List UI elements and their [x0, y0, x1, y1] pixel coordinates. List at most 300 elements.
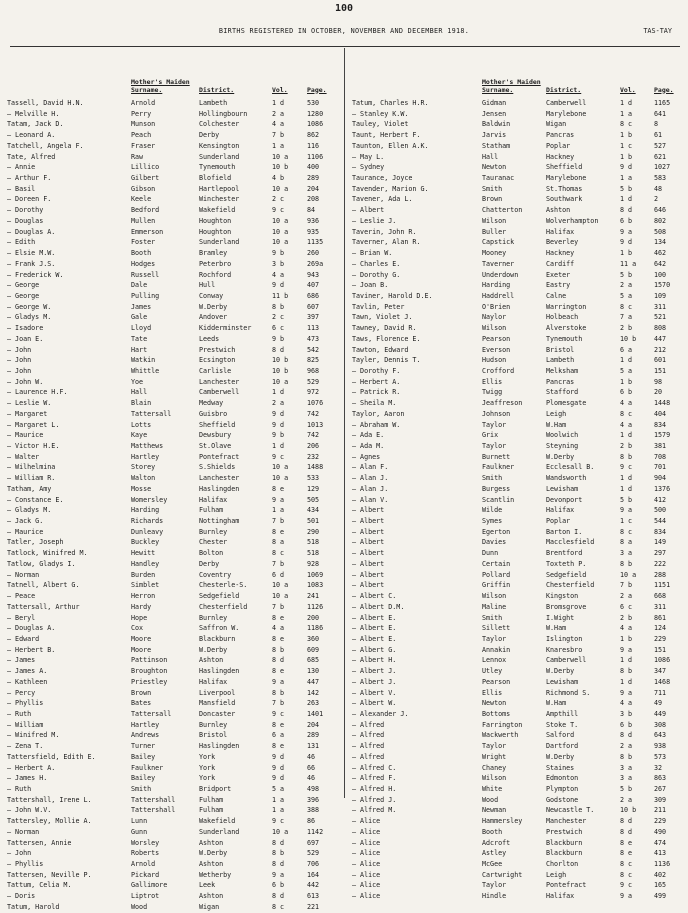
entry-vol: 8 e [272, 667, 285, 676]
entry-page: 289 [307, 174, 320, 183]
entry-page: 221 [307, 902, 320, 911]
entry-vol: 5 a [272, 785, 285, 793]
entry-page: 742 [307, 431, 320, 440]
entry-page: 935 [307, 227, 320, 236]
entry-maiden-surname: Gilbert [131, 174, 160, 183]
entry-district: Hackney [546, 249, 575, 258]
entry-maiden-surname: Faulkner [482, 463, 515, 472]
entry-maiden-surname: Crofford [482, 366, 515, 375]
entry-name: Tawton, Edward [352, 345, 409, 354]
entry-row [4, 548, 340, 559]
entry-name: — Zena T. [7, 742, 44, 751]
entry-row [4, 580, 340, 591]
entry-name: — John [7, 345, 32, 354]
entry-maiden-surname: Hindle [482, 892, 507, 901]
entry-row [350, 880, 686, 891]
entry-maiden-surname: Dale [131, 281, 148, 290]
entry-vol: 10 b [272, 356, 289, 365]
entry-district: Wakefield [199, 817, 236, 826]
entry-page: 529 [307, 849, 320, 858]
entry-maiden-surname: Smith [482, 474, 503, 483]
entry-district: St.Olave [199, 442, 232, 450]
entry-maiden-surname: Scantlin [482, 495, 515, 504]
entry-maiden-surname: Smith [482, 184, 503, 193]
entry-row [350, 152, 686, 163]
entry-page: 200 [307, 613, 320, 622]
entry-row [4, 666, 340, 677]
entry-district: W.Derby [199, 849, 228, 858]
entry-vol: 8 b [272, 645, 285, 654]
entry-name: — Frederick W. [7, 270, 64, 279]
entry-maiden-surname: Hall [131, 388, 148, 397]
entry-row [350, 548, 686, 559]
entry-district: Halifax [199, 495, 228, 504]
entry-name: — Albert [352, 527, 385, 536]
entry-name: Tatham, Amy [7, 484, 52, 493]
entry-district: Chesterfield [199, 602, 248, 611]
entry-vol: 9 c [272, 206, 285, 215]
entry-name: — Albert D.M. [352, 602, 405, 611]
entry-name: Tattersfield, Edith E. [7, 752, 96, 761]
entry-district: Pontefract [546, 881, 587, 890]
entry-name: — Alice [352, 817, 381, 826]
entry-vol: 10 a [272, 184, 289, 193]
entry-row [4, 280, 340, 291]
entry-district: Chesterle-S. [199, 581, 248, 590]
entry-row [350, 795, 686, 806]
entry-maiden-surname: Everson [482, 345, 511, 354]
entry-name: — Annie [7, 163, 36, 172]
entry-row [350, 452, 686, 463]
entry-name: — James H. [7, 774, 48, 783]
entry-maiden-surname: Brown [131, 688, 152, 697]
entry-vol: 3 a [620, 549, 633, 558]
entry-district: Blackburn [199, 634, 236, 643]
entry-vol: 4 a [620, 624, 633, 633]
entry-row [4, 98, 340, 109]
entry-district: Chesterfield [546, 581, 595, 590]
entry-row [350, 570, 686, 581]
entry-district: Toxteth P. [546, 559, 587, 568]
entry-name: — Albert C. [352, 592, 397, 601]
entry-page: 151 [654, 366, 667, 375]
entry-vol: 10 a [272, 216, 289, 225]
entry-page: 134 [654, 238, 667, 247]
entry-maiden-surname: White [482, 785, 503, 793]
entry-maiden-surname: Taylor [482, 881, 507, 890]
entry-row [4, 763, 340, 774]
entry-row [350, 216, 686, 227]
entry-name: — Agnes [352, 452, 381, 461]
entry-name: — Alan J. [352, 474, 389, 483]
entry-page: 165 [654, 881, 667, 890]
entry-page: 309 [654, 795, 667, 804]
entry-vol: 10 b [272, 163, 289, 172]
entry-row [350, 688, 686, 699]
entry-row [350, 409, 686, 420]
entry-name: — Doreen F. [7, 195, 52, 204]
entry-vol: 9 c [272, 452, 285, 461]
entry-name: — Albert W. [352, 699, 397, 708]
entry-maiden-surname: Pearson [482, 334, 511, 343]
entry-district: W.Derby [546, 752, 575, 761]
entry-vol: 1 d [620, 99, 633, 107]
entry-row [4, 591, 340, 602]
entry-maiden-surname: Andrews [131, 731, 160, 740]
entry-vol: 2 a [620, 742, 633, 751]
entry-maiden-surname: Harding [131, 506, 160, 515]
entry-district: Stoke T. [546, 720, 579, 729]
entry-row [350, 827, 686, 838]
entry-maiden-surname: Hart [131, 345, 148, 354]
entry-district: Carlisle [199, 366, 232, 375]
entry-vol: 10 b [620, 806, 637, 815]
entry-district: W.Ham [546, 624, 567, 633]
entry-vol: 9 a [272, 677, 285, 686]
entry-row [4, 452, 340, 463]
entry-name: — Alfred H. [352, 785, 397, 793]
entry-name: Taurance, Joyce [352, 174, 413, 183]
entry-row [4, 398, 340, 409]
entry-row [350, 237, 686, 248]
entry-name: — Alfred F. [352, 774, 397, 783]
entry-page: 1448 [654, 399, 671, 408]
entry-maiden-surname: Dunleavy [131, 527, 164, 536]
entry-maiden-surname: Broughton [131, 667, 168, 676]
entry-district: Chester [199, 538, 228, 547]
entry-name: — Victor H.E. [7, 442, 60, 450]
entry-name: — James A. [7, 667, 48, 676]
entry-page: 642 [654, 259, 667, 268]
entry-page: 802 [654, 216, 667, 225]
entry-name: — Albert [352, 506, 385, 515]
entry-page: 48 [654, 184, 663, 193]
entry-maiden-surname: Storey [131, 463, 156, 472]
entry-row [4, 152, 340, 163]
entry-name: — Edith [7, 238, 36, 247]
entry-page: 98 [654, 377, 663, 386]
entry-vol: 8 c [620, 870, 633, 879]
entry-district: Bromsgrove [546, 602, 587, 611]
entry-vol: 4 a [620, 399, 633, 408]
entry-district: Houghton [199, 227, 232, 236]
entry-vol: 8 d [620, 206, 633, 215]
entry-district: Plomesgate [546, 399, 587, 408]
entry-vol: 2 c [272, 195, 285, 204]
entry-maiden-surname: Lloyd [131, 324, 152, 333]
entry-row [350, 838, 686, 849]
entry-row [350, 334, 686, 345]
entry-vol: 8 e [272, 720, 285, 729]
entry-page: 508 [654, 227, 667, 236]
entry-district: Sunderland [199, 238, 240, 247]
entry-name: Taunt, Herbert F. [352, 131, 421, 140]
entry-district: Lewisham [546, 484, 579, 493]
entry-maiden-surname: Taylor [482, 634, 507, 643]
entry-maiden-surname: Hartley [131, 720, 160, 729]
entry-page: 46 [307, 774, 316, 783]
entry-page: 808 [654, 324, 667, 333]
entry-row [4, 162, 340, 173]
entry-vol: 8 b [620, 452, 633, 461]
entry-page: 972 [307, 388, 320, 397]
header-district: District. [199, 85, 235, 94]
entry-page: 711 [654, 688, 667, 697]
entry-row [350, 377, 686, 388]
entry-row [4, 366, 340, 377]
entry-page: 232 [307, 452, 320, 461]
entry-row [4, 859, 340, 870]
entry-page: 61 [654, 131, 663, 140]
entry-name: — Percy [7, 688, 36, 697]
entry-vol: 5 a [620, 291, 633, 300]
entry-vol: 8 b [620, 667, 633, 676]
entry-vol: 1 b [620, 131, 633, 140]
entry-name: — William R. [7, 474, 56, 483]
left-column-header [4, 52, 340, 98]
entry-page: 708 [654, 452, 667, 461]
entry-vol: 1 b [620, 249, 633, 258]
entry-maiden-surname: Cox [131, 624, 144, 633]
page-title: BIRTHS REGISTERED IN OCTOBER, NOVEMBER AND DECEMBER 1918. [218, 27, 470, 35]
entry-maiden-surname: Booth [482, 827, 503, 836]
entry-row [4, 173, 340, 184]
entry-name: — George W. [7, 302, 52, 311]
entry-district: W.Ham [546, 420, 567, 429]
entry-page: 861 [654, 613, 667, 622]
entry-page: 407 [307, 281, 320, 290]
entry-vol: 1 b [620, 634, 633, 643]
entry-name: — Albert [352, 549, 385, 558]
entry-page: 533 [307, 474, 320, 483]
entry-row [4, 741, 340, 752]
entry-vol: 2 c [272, 313, 285, 322]
entry-row [350, 720, 686, 731]
header-vol: Vol. [272, 85, 288, 94]
entry-vol: 6 b [620, 216, 633, 225]
entry-vol: 9 a [620, 645, 633, 654]
entry-vol: 10 a [272, 238, 289, 247]
entry-district: Mansfield [199, 699, 236, 708]
entry-maiden-surname: Perry [131, 109, 152, 118]
entry-row [350, 505, 686, 516]
entry-vol: 9 d [272, 774, 285, 783]
entry-page: 290 [307, 527, 320, 536]
entry-row [350, 366, 686, 377]
entry-row [4, 184, 340, 195]
entry-district: Saffron W. [199, 624, 240, 633]
entry-row [350, 173, 686, 184]
entry-row [4, 709, 340, 720]
entry-maiden-surname: Handley [131, 559, 160, 568]
entry-page: 862 [307, 131, 320, 140]
entry-maiden-surname: Simblet [131, 581, 160, 590]
right-column-header [350, 52, 686, 98]
entry-name: Taylor, Aaron [352, 409, 405, 418]
entry-maiden-surname: Pickard [131, 870, 160, 879]
entry-page: 521 [654, 313, 667, 322]
entry-row [4, 205, 340, 216]
entry-page: 311 [654, 602, 667, 611]
entry-name: Tattershall, Irene L. [7, 795, 92, 804]
entry-district: Conway [199, 291, 224, 300]
entry-row [4, 870, 340, 881]
entry-district: Camberwell [546, 656, 587, 665]
entry-row [4, 752, 340, 763]
entry-vol: 10 a [272, 581, 289, 590]
entry-row [4, 570, 340, 581]
entry-maiden-surname: Brown [482, 195, 503, 204]
entry-maiden-surname: Tauranac [482, 174, 515, 183]
entry-vol: 9 d [272, 281, 285, 290]
entry-maiden-surname: Wilde [482, 506, 503, 515]
entry-page: 260 [307, 249, 320, 258]
entry-district: Manchester [546, 817, 587, 826]
entry-page: 490 [654, 827, 667, 836]
entry-maiden-surname: Booth [131, 249, 152, 258]
entry-name: Tate, Alfred [7, 152, 56, 161]
entry-vol: 8 d [620, 827, 633, 836]
entry-page: 518 [307, 549, 320, 558]
header-district: District. [546, 85, 582, 94]
entry-district: Kidderminster [199, 324, 252, 333]
entry-district: Wolverhampton [546, 216, 599, 225]
entry-name: — Laurence H.F. [7, 388, 68, 397]
entry-page: 518 [307, 538, 320, 547]
entry-district: Kensington [199, 141, 240, 150]
entry-page: 396 [307, 795, 320, 804]
entry-district: Plympton [546, 785, 579, 793]
column-divider [344, 48, 345, 798]
entry-page: 936 [307, 216, 320, 225]
entry-name: — Kathleen [7, 677, 48, 686]
entry-district: Bristol [546, 345, 575, 354]
entry-page: 447 [654, 334, 667, 343]
entry-vol: 10 a [272, 474, 289, 483]
entry-name: — Alice [352, 870, 381, 879]
entry-row [4, 119, 340, 130]
entry-row [350, 387, 686, 398]
entry-maiden-surname: Buckley [131, 538, 160, 547]
entry-name: Tatchell, Angela F. [7, 141, 84, 150]
entry-maiden-surname: Pattinson [131, 656, 168, 665]
entry-district: Leigh [546, 409, 567, 418]
entry-district: Winchester [199, 195, 240, 204]
entry-name: — Herbert A. [352, 377, 401, 386]
entry-name: — Albert [352, 206, 385, 215]
entry-page: 404 [654, 409, 667, 418]
entry-page: 1136 [654, 860, 671, 869]
entry-vol: 2 a [620, 795, 633, 804]
entry-name: — Alan J. [352, 484, 389, 493]
entry-maiden-surname: Haddrell [482, 291, 515, 300]
entry-maiden-surname: Lunn [131, 817, 148, 826]
entry-maiden-surname: Chaney [482, 763, 507, 772]
entry-district: Haslingden [199, 742, 240, 751]
entry-name: — Alfred [352, 742, 385, 751]
entry-maiden-surname: Bailey [131, 774, 156, 783]
entry-row [350, 280, 686, 291]
entry-row [4, 237, 340, 248]
entry-name: — Ada E. [352, 431, 385, 440]
entry-page: 204 [307, 720, 320, 729]
entry-row [350, 302, 686, 313]
entry-name: — Joan E. [7, 334, 44, 343]
entry-maiden-surname: Emmerson [131, 227, 164, 236]
entry-district: W.Derby [199, 302, 228, 311]
entry-maiden-surname: Bates [131, 699, 152, 708]
entry-row [350, 763, 686, 774]
entry-name: — Alfred J. [352, 795, 397, 804]
entry-page: 289 [307, 731, 320, 740]
entry-district: Eastry [546, 281, 571, 290]
entry-row [350, 130, 686, 141]
entry-vol: 9 c [272, 709, 285, 718]
entry-page: 113 [307, 324, 320, 333]
entry-district: Sheffield [199, 420, 236, 429]
entry-maiden-surname: Harding [482, 281, 511, 290]
entry-district: S.Shields [199, 463, 236, 472]
entry-name: — Alfred [352, 731, 385, 740]
entry-row [350, 527, 686, 538]
entry-name: — Norman [7, 570, 40, 579]
entry-row [350, 420, 686, 431]
entry-name: — Alfred [352, 752, 385, 761]
entry-name: — Doris [7, 892, 36, 901]
entry-maiden-surname: Jensen [482, 109, 507, 118]
entry-maiden-surname: Foster [131, 238, 156, 247]
entry-vol: 1 d [620, 431, 633, 440]
entry-name: — Joan B. [352, 281, 389, 290]
entry-district: Sunderland [199, 827, 240, 836]
entry-name: — James [7, 656, 36, 665]
entry-name: — Walter [7, 452, 40, 461]
entry-name: Tattum, Celia M. [7, 881, 72, 890]
entry-district: Ashton [199, 892, 224, 901]
entry-page: 1135 [307, 238, 324, 247]
entry-maiden-surname: Pollard [482, 570, 511, 579]
entry-maiden-surname: Certain [482, 559, 511, 568]
entry-maiden-surname: Liptrot [131, 892, 160, 901]
entry-maiden-surname: Grix [482, 431, 499, 440]
entry-maiden-surname: Egerton [482, 527, 511, 536]
entry-vol: 9 c [620, 881, 633, 890]
entry-page: 1151 [654, 581, 671, 590]
entry-vol: 8 e [272, 484, 285, 493]
entry-district: St.Thomas [546, 184, 583, 193]
entry-name: — Alan F. [352, 463, 389, 472]
entry-page: 131 [307, 742, 320, 751]
entry-maiden-surname: Roberts [131, 849, 160, 858]
entry-district: Burnley [199, 613, 228, 622]
entry-name: — Phyllis [7, 860, 44, 869]
entry-maiden-surname: Fraser [131, 141, 156, 150]
entry-name: — Douglas A. [7, 624, 56, 633]
entry-name: — Peace [7, 592, 36, 601]
entry-district: Chorlton [546, 860, 579, 869]
entry-page: 129 [307, 484, 320, 493]
entry-name: — Margaret [7, 409, 48, 418]
entry-row [350, 184, 686, 195]
entry-row [350, 773, 686, 784]
entry-name: — John [7, 356, 32, 365]
entry-name: — Maurice [7, 431, 44, 440]
entry-district: Wandsworth [546, 474, 587, 483]
entry-vol: 10 a [272, 377, 289, 386]
entry-row [350, 141, 686, 152]
entry-district: Lambeth [199, 99, 228, 107]
entry-district: Barton I. [546, 527, 583, 536]
